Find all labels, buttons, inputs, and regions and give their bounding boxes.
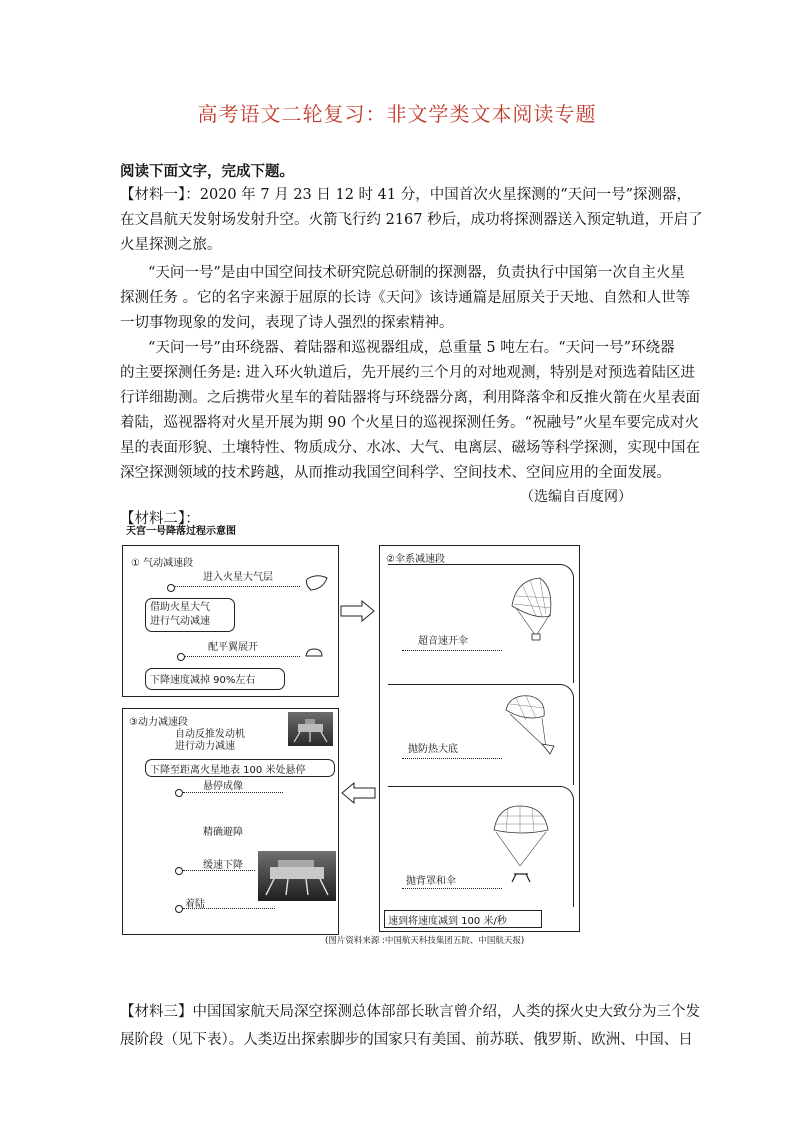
m1-line: 星的表面形貌、土壤特性、物质成分、水冰、大气、电离层、磁场等科学探测，实现中国在 bbox=[120, 440, 700, 456]
stage2-step-a: 超音速开伞 bbox=[418, 636, 468, 647]
m1-line: “天问一号”是由中国空间技术研究院总研制的探测器，负责执行中国第一次自主火星 bbox=[148, 265, 685, 281]
parachute-icon bbox=[502, 692, 564, 762]
probe-icon bbox=[303, 573, 331, 593]
page-title: 高考语文二轮复习：非文学类文本阅读专题 bbox=[197, 102, 597, 126]
stage3-title: ③动力减速段 bbox=[129, 717, 188, 728]
dotted-line bbox=[183, 792, 283, 793]
diagram-title: 天宫一号降落过程示意图 bbox=[126, 526, 236, 537]
m3-line: 【材料三】中国国家航天局深空探测总体部部长耿言曾介绍，人类的探火史大致分为三个发 bbox=[120, 1004, 700, 1020]
stage3-step-a: 自动反推发动机 进行动力减速 bbox=[175, 729, 245, 752]
m1-line: 行详细勘测。之后携带火星车的着陆器将与环绕器分离，利用降落伞和反推火箭在火星表面 bbox=[120, 390, 700, 406]
stage3-step-e: 缓速下降 bbox=[203, 860, 243, 871]
dotted-line bbox=[402, 758, 502, 759]
stage2-box bbox=[379, 545, 580, 932]
m1-line: 【材料一】：2020 年 7 月 23 日 12 时 41 分，中国首次火星探测的“天问一号”探测器， bbox=[120, 187, 692, 203]
stage3-step-b: 下降至距离火星地表 100 米处悬停 bbox=[145, 759, 335, 777]
m1-line: 深空探测领域的技术跨越，从而推动我国空间科学、空间技术、空间应用的全面发展。 bbox=[120, 465, 671, 481]
lander-photo bbox=[288, 712, 333, 746]
stage1-deploy: 配平翼展开 bbox=[208, 642, 258, 653]
m1-line: 探测任务 。它的名字来源于屈原的长诗《天问》该诗通篇是屈原关于天地、自然和人世等 bbox=[120, 290, 691, 306]
dotted-line bbox=[402, 888, 502, 889]
m2-label: 【材料二】： bbox=[120, 511, 200, 527]
stage1-title: ① 气动减速段 bbox=[131, 558, 194, 569]
stage3-box bbox=[122, 708, 339, 935]
step-marker bbox=[177, 653, 185, 661]
m1-line: 火星探测之旅。 bbox=[120, 237, 222, 253]
m3-line: 展阶段（见下表）。人类迈出探索脚步的国家只有美国、前苏联、俄罗斯、欧洲、中国、日 bbox=[120, 1032, 693, 1048]
stage2-title: ②伞系减速段 bbox=[386, 554, 445, 565]
dotted-line bbox=[183, 870, 255, 871]
stage3-step-f: 着陆 bbox=[185, 899, 205, 910]
dotted-line bbox=[183, 908, 275, 909]
m1-line: 在文昌航天发射场发射升空。火箭飞行约 2167 秒后，成功将探测器送入预定轨道，开启了 bbox=[120, 212, 703, 228]
stage1-note: 借助火星大气 进行气动减速 bbox=[145, 598, 235, 632]
rover-photo bbox=[258, 851, 336, 901]
step-marker bbox=[175, 789, 183, 797]
parachute-icon bbox=[488, 802, 554, 886]
image-credit: (图片资料来源 :中国航天科技集团五院、中国航天报) bbox=[325, 936, 525, 946]
step-marker bbox=[167, 584, 175, 592]
step-marker bbox=[175, 905, 183, 913]
step-marker bbox=[175, 867, 183, 875]
m1-line: 着陆，巡视器将对火星开展为期 90 个火星日的巡视探测任务。“祝融号”火星车要完成对火 bbox=[120, 415, 699, 431]
stage1-enter: 进入火星大气层 bbox=[203, 572, 273, 583]
stage3-step-c: 悬停成像 bbox=[203, 781, 243, 792]
dotted-line bbox=[185, 656, 300, 657]
source-note: （选编自百度网） bbox=[520, 489, 632, 505]
stage2-step-b: 抛防热大底 bbox=[408, 744, 458, 755]
left-arrow-icon bbox=[340, 782, 376, 804]
stage3-step-d: 精确避障 bbox=[203, 827, 243, 838]
stage1-result: 下降速度减掉 90%左右 bbox=[145, 668, 285, 690]
stage2-result: 速到将速度减到 100 米/秒 bbox=[384, 910, 542, 928]
probe-icon bbox=[303, 646, 325, 662]
stage2-step-c: 抛背罩和伞 bbox=[406, 876, 456, 887]
dotted-line bbox=[175, 586, 300, 587]
m1-line: “天问一号”由环绕器、着陆器和巡视器组成，总重量 5 吨左右。“天问一号”环绕器 bbox=[148, 340, 675, 356]
right-arrow-icon bbox=[340, 600, 376, 622]
instruction: 阅读下面文字，完成下题。 bbox=[120, 163, 294, 180]
landing-diagram bbox=[120, 520, 590, 945]
parachute-icon bbox=[506, 576, 556, 648]
dotted-line bbox=[402, 650, 502, 651]
m1-line: 的主要探测任务是: 进入环火轨道后，先开展约三个月的对地观测，特别是对预选着陆区进 bbox=[120, 365, 695, 381]
stage1-box bbox=[122, 545, 339, 697]
m1-line: 一切事物现象的发问，表现了诗人强烈的探索精神。 bbox=[120, 315, 454, 331]
